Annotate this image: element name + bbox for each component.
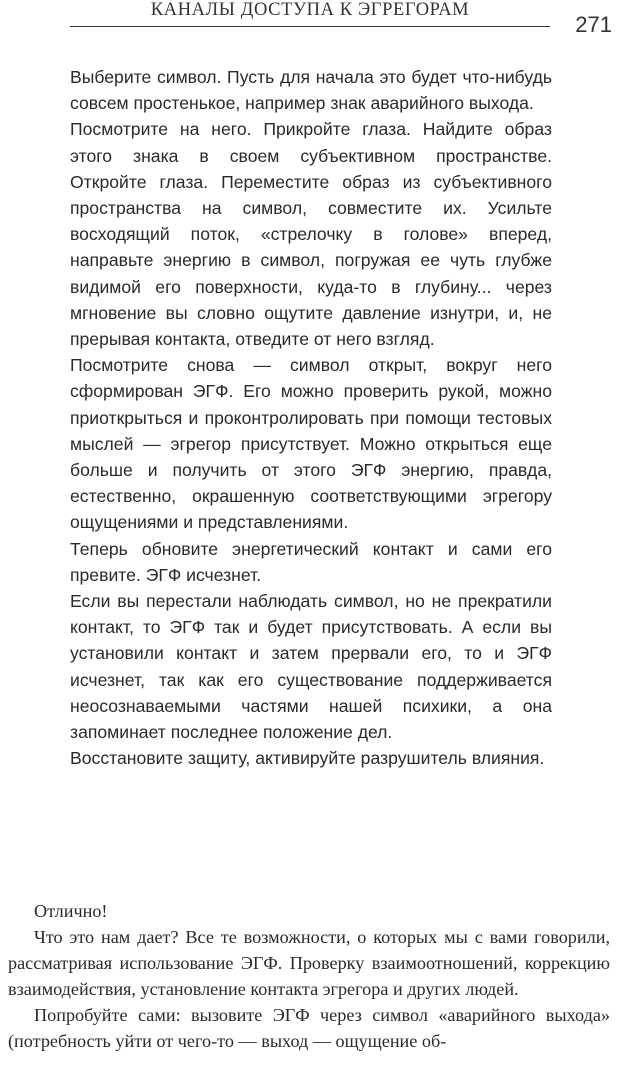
body-text: [8, 898, 610, 1054]
exercise-paragraph: Посмотрите снова — символ открыт, вокруг него сформирован ЭГФ. Его можно проверить рукой, можно приоткрыться и проконтролировать при помощи тестовых мыслей — эгрегор присутствует. Можно открыться еще больше и получить от этого ЭГФ энергию, правда, естественно, окрашенную соответствующими эгрегору ощущениями и представлениями.: [70, 355, 552, 533]
exercise-paragraph: Посмотрите на него. Прикройте глаза. Найдите образ этого знака в своем субъективном пространстве. Откройте глаза. Переместите образ из субъективного пространства на символ, совместите их. Усильте восходящий поток, «стрелочку в голове» вперед, направьте энергию в символ, погружая ее чуть глубже видимой его поверхности, куда-то в глубину... через мгновение вы словно ощутите давление изнутри, и, не прерывая контакта, отведите от него взгляд.: [70, 119, 552, 350]
exercise-paragraph: Выберите символ. Пусть для начала это будет что-нибудь совсем простенькое, например знак аварийного выхода.: [70, 67, 552, 114]
exercise-paragraph: Восстановите защиту, активируйте разрушитель влияния.: [70, 748, 545, 769]
page-number: 271: [575, 12, 612, 37]
running-title: КАНАЛЫ ДОСТУПА К ЭГРЕГОРАМ: [150, 0, 470, 20]
body-paragraph: Отлично!: [34, 901, 108, 921]
exercise-block: [70, 64, 552, 771]
exercise-paragraph: Если вы перестали наблюдать символ, но не прекратили контакт, то ЭГФ так и будет присутствовать. А если вы установили контакт и затем прервали его, то и ЭГФ исчезнет, так как его существование поддерживается неосознаваемыми частями нашей психики, а она запоминает последнее положение дел.: [70, 591, 552, 743]
running-head: [70, 0, 550, 27]
exercise-paragraph: Теперь обновите энергетический контакт и сами его превите. ЭГФ исчезнет.: [70, 538, 552, 585]
body-paragraph: Что это нам дает? Все те возможности, о которых мы с вами говорили, рассматривая использование ЭГФ. Проверку взаимоотношений, коррекцию взаимодействия, установление контакта эгрегора и других людей.: [8, 927, 610, 999]
body-paragraph: Попробуйте сами: вызовите ЭГФ через символ «аварийного выхода» (потребность уйти от чего-то — выход — ощущение об-: [8, 1005, 610, 1051]
